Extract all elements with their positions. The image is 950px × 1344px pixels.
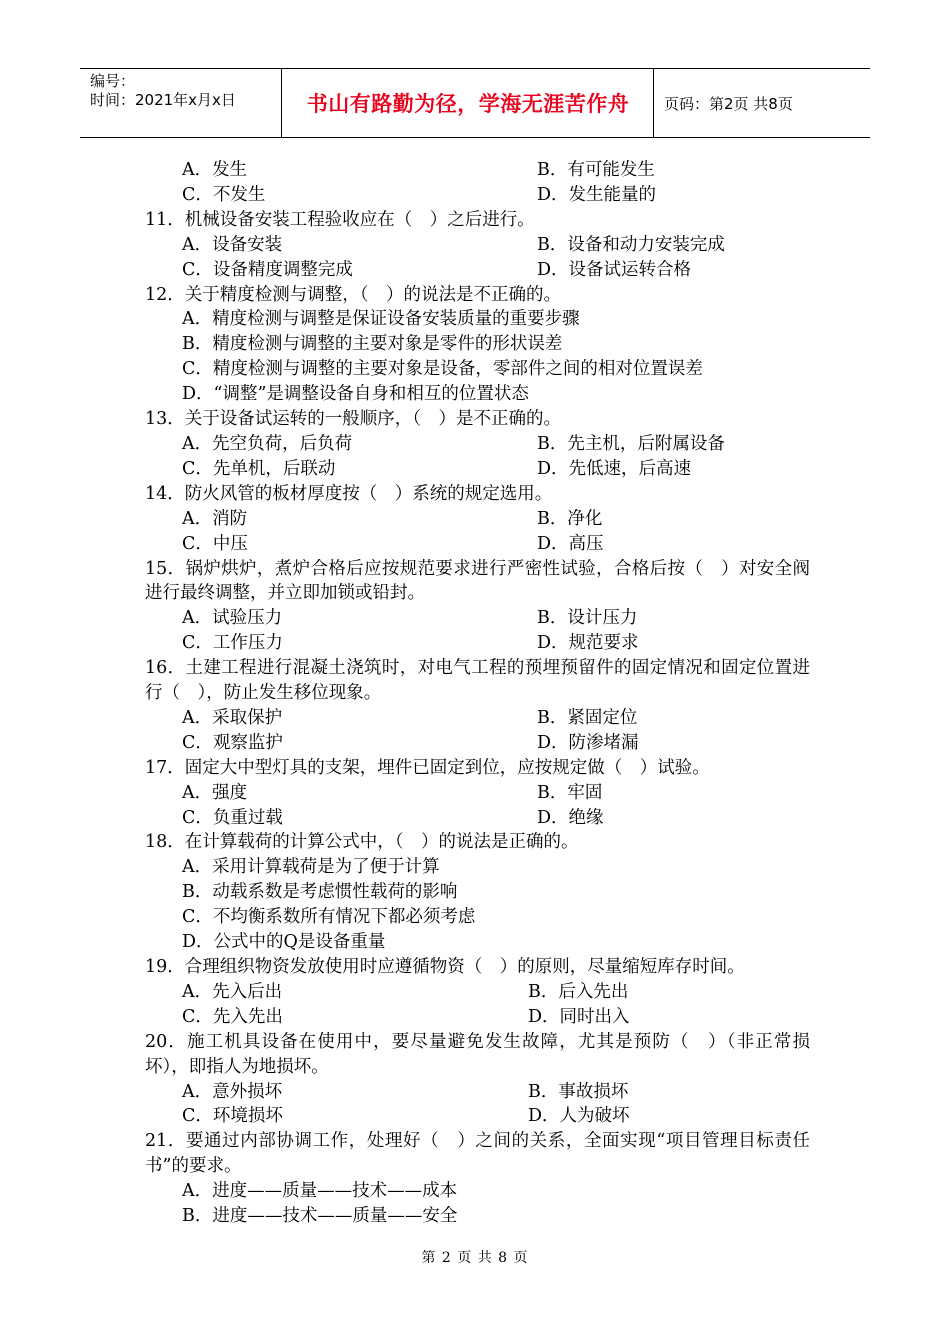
option: C．中压 xyxy=(182,533,248,554)
option: B．先主机，后附属设备 xyxy=(537,433,725,454)
option: D．绝缘 xyxy=(537,807,604,828)
question-stem: 13．关于设备试运转的一般顺序，（ ）是不正确的。 xyxy=(145,409,562,430)
option: B．进度——技术——质量——安全 xyxy=(182,1206,458,1227)
option-row xyxy=(145,457,810,482)
option: A．消防 xyxy=(182,508,248,529)
option: D．人为破坏 xyxy=(528,1106,630,1127)
option: A．先入后出 xyxy=(182,981,283,1002)
option: D．设备试运转合格 xyxy=(537,259,692,280)
header-page-info: 页码：第2页 共8页 xyxy=(664,94,793,113)
page-footer: 第 2 页 共 8 页 xyxy=(421,1250,529,1266)
option-row xyxy=(145,183,810,208)
question-stem: 14．防火风管的板材厚度按（ ）系统的规定选用。 xyxy=(145,483,553,504)
question-q19 xyxy=(145,955,810,1030)
question-stem: 11．机械设备安装工程验收应在（ ）之后进行。 xyxy=(145,209,535,230)
number-label: 编号： xyxy=(90,72,136,90)
question-stem: 16．土建工程进行混凝土浇筑时，对电气工程的预埋预留件的固定情况和固定位置进行（ ），防止发生移位现象。 xyxy=(145,658,810,704)
question-stem: 20．施工机具设备在使用中，要尽量避免发生故障，尤其是预防（ ）（非正常损坏），即指人为地损坏。 xyxy=(145,1031,810,1077)
option-row xyxy=(145,731,810,756)
option: B．动载系数是考虑惯性载荷的影响 xyxy=(182,882,458,903)
question-q11 xyxy=(145,208,810,283)
option-row xyxy=(145,532,810,557)
option: D．发生能量的 xyxy=(537,184,657,205)
option: C．不发生 xyxy=(182,184,266,205)
option: B．紧固定位 xyxy=(537,707,638,728)
question-stem: 21．要通过内部协调工作，处理好（ ）之间的关系，全面实现“项目管理目标责任书”的要求。 xyxy=(145,1131,810,1177)
question-stem: 12．关于精度检测与调整，（ ）的说法是不正确的。 xyxy=(145,284,562,305)
option-row xyxy=(145,606,810,631)
question-q15 xyxy=(145,557,810,657)
option: C．先入先出 xyxy=(182,1006,283,1027)
option: B．精度检测与调整的主要对象是零件的形状误差 xyxy=(182,334,563,355)
question-stem: 17．固定大中型灯具的支架，埋件已固定到位，应按规定做（ ）试验。 xyxy=(145,757,710,778)
option: A．试验压力 xyxy=(182,608,283,629)
option-row xyxy=(145,158,810,183)
option-row xyxy=(145,1104,810,1129)
option-row xyxy=(145,980,810,1005)
header-meta xyxy=(80,69,282,137)
question-q16 xyxy=(145,656,810,756)
header-motto: 书山有路勤为径，学海无涯苦作舟 xyxy=(283,69,654,137)
option: C．不均衡系数所有情况下都必须考虑 xyxy=(182,907,476,928)
option: A．设备安装 xyxy=(182,234,283,255)
option-row xyxy=(145,631,810,656)
option: C．工作压力 xyxy=(182,633,283,654)
question-stem: 19．合理组织物资发放使用时应遵循物资（ ）的原则，尽量缩短库存时间。 xyxy=(145,957,745,977)
option: D．防渗堵漏 xyxy=(537,732,639,753)
question-q10 xyxy=(145,158,810,208)
question-stem: 15．锅炉烘炉，煮炉合格后应按规范要求进行严密性试验，合格后按（ ）对安全阀进行最终调整，并立即加锁或铅封。 xyxy=(145,558,810,604)
option-row xyxy=(145,1080,810,1105)
question-stem: 18．在计算载荷的计算公式中，（ ）的说法是正确的。 xyxy=(145,832,579,853)
question-q21 xyxy=(145,1129,810,1229)
option: C．精度检测与调整的主要对象是设备，零部件之间的相对位置误差 xyxy=(182,359,703,380)
page-header xyxy=(80,68,870,138)
option-row xyxy=(145,233,810,258)
option-row xyxy=(145,806,810,831)
question-q12 xyxy=(145,283,810,408)
option: D．高压 xyxy=(537,533,604,554)
question-q17 xyxy=(145,756,810,831)
option: D．先低速，后高速 xyxy=(537,458,692,479)
option: A．强度 xyxy=(182,782,248,803)
question-q20 xyxy=(145,1030,810,1130)
option: D．“调整”是调整设备自身和相互的位置状态 xyxy=(182,384,529,405)
option: B．后入先出 xyxy=(528,981,629,1002)
option: C．负重过载 xyxy=(182,807,283,828)
option-row xyxy=(145,1005,810,1030)
question-q13 xyxy=(145,407,810,482)
option: B．牢固 xyxy=(537,782,603,803)
date-label: 时间：2021年x月x日 xyxy=(90,91,236,109)
question-q14 xyxy=(145,482,810,557)
question-q18 xyxy=(145,830,810,955)
option-row xyxy=(145,432,810,457)
option: A．采取保护 xyxy=(182,707,283,728)
option: D．同时出入 xyxy=(528,1006,630,1027)
option: C．观察监护 xyxy=(182,732,283,753)
option-row xyxy=(145,781,810,806)
option: C．环境损坏 xyxy=(182,1106,283,1127)
option: B．设备和动力安装完成 xyxy=(537,234,725,255)
option: A．进度——质量——技术——成本 xyxy=(182,1181,458,1202)
option: A．先空负荷，后负荷 xyxy=(182,433,353,454)
option-row xyxy=(145,258,810,283)
option: A．采用计算载荷是为了便于计算 xyxy=(182,857,440,878)
option: A．意外损坏 xyxy=(182,1081,283,1102)
option: B．净化 xyxy=(537,508,603,529)
option: A．精度检测与调整是保证设备安装质量的重要步骤 xyxy=(182,309,580,330)
option: B．有可能发生 xyxy=(537,160,655,180)
option: B．事故损坏 xyxy=(528,1081,629,1102)
option: D．规范要求 xyxy=(537,633,639,654)
option: B．设计压力 xyxy=(537,608,638,629)
option: A．发生 xyxy=(182,160,248,180)
option-row xyxy=(145,706,810,731)
question-list xyxy=(145,158,810,1229)
option: C．设备精度调整完成 xyxy=(182,259,353,280)
option-row xyxy=(145,507,810,532)
option: D．公式中的Q是设备重量 xyxy=(182,932,386,953)
option: C．先单机，后联动 xyxy=(182,458,336,479)
